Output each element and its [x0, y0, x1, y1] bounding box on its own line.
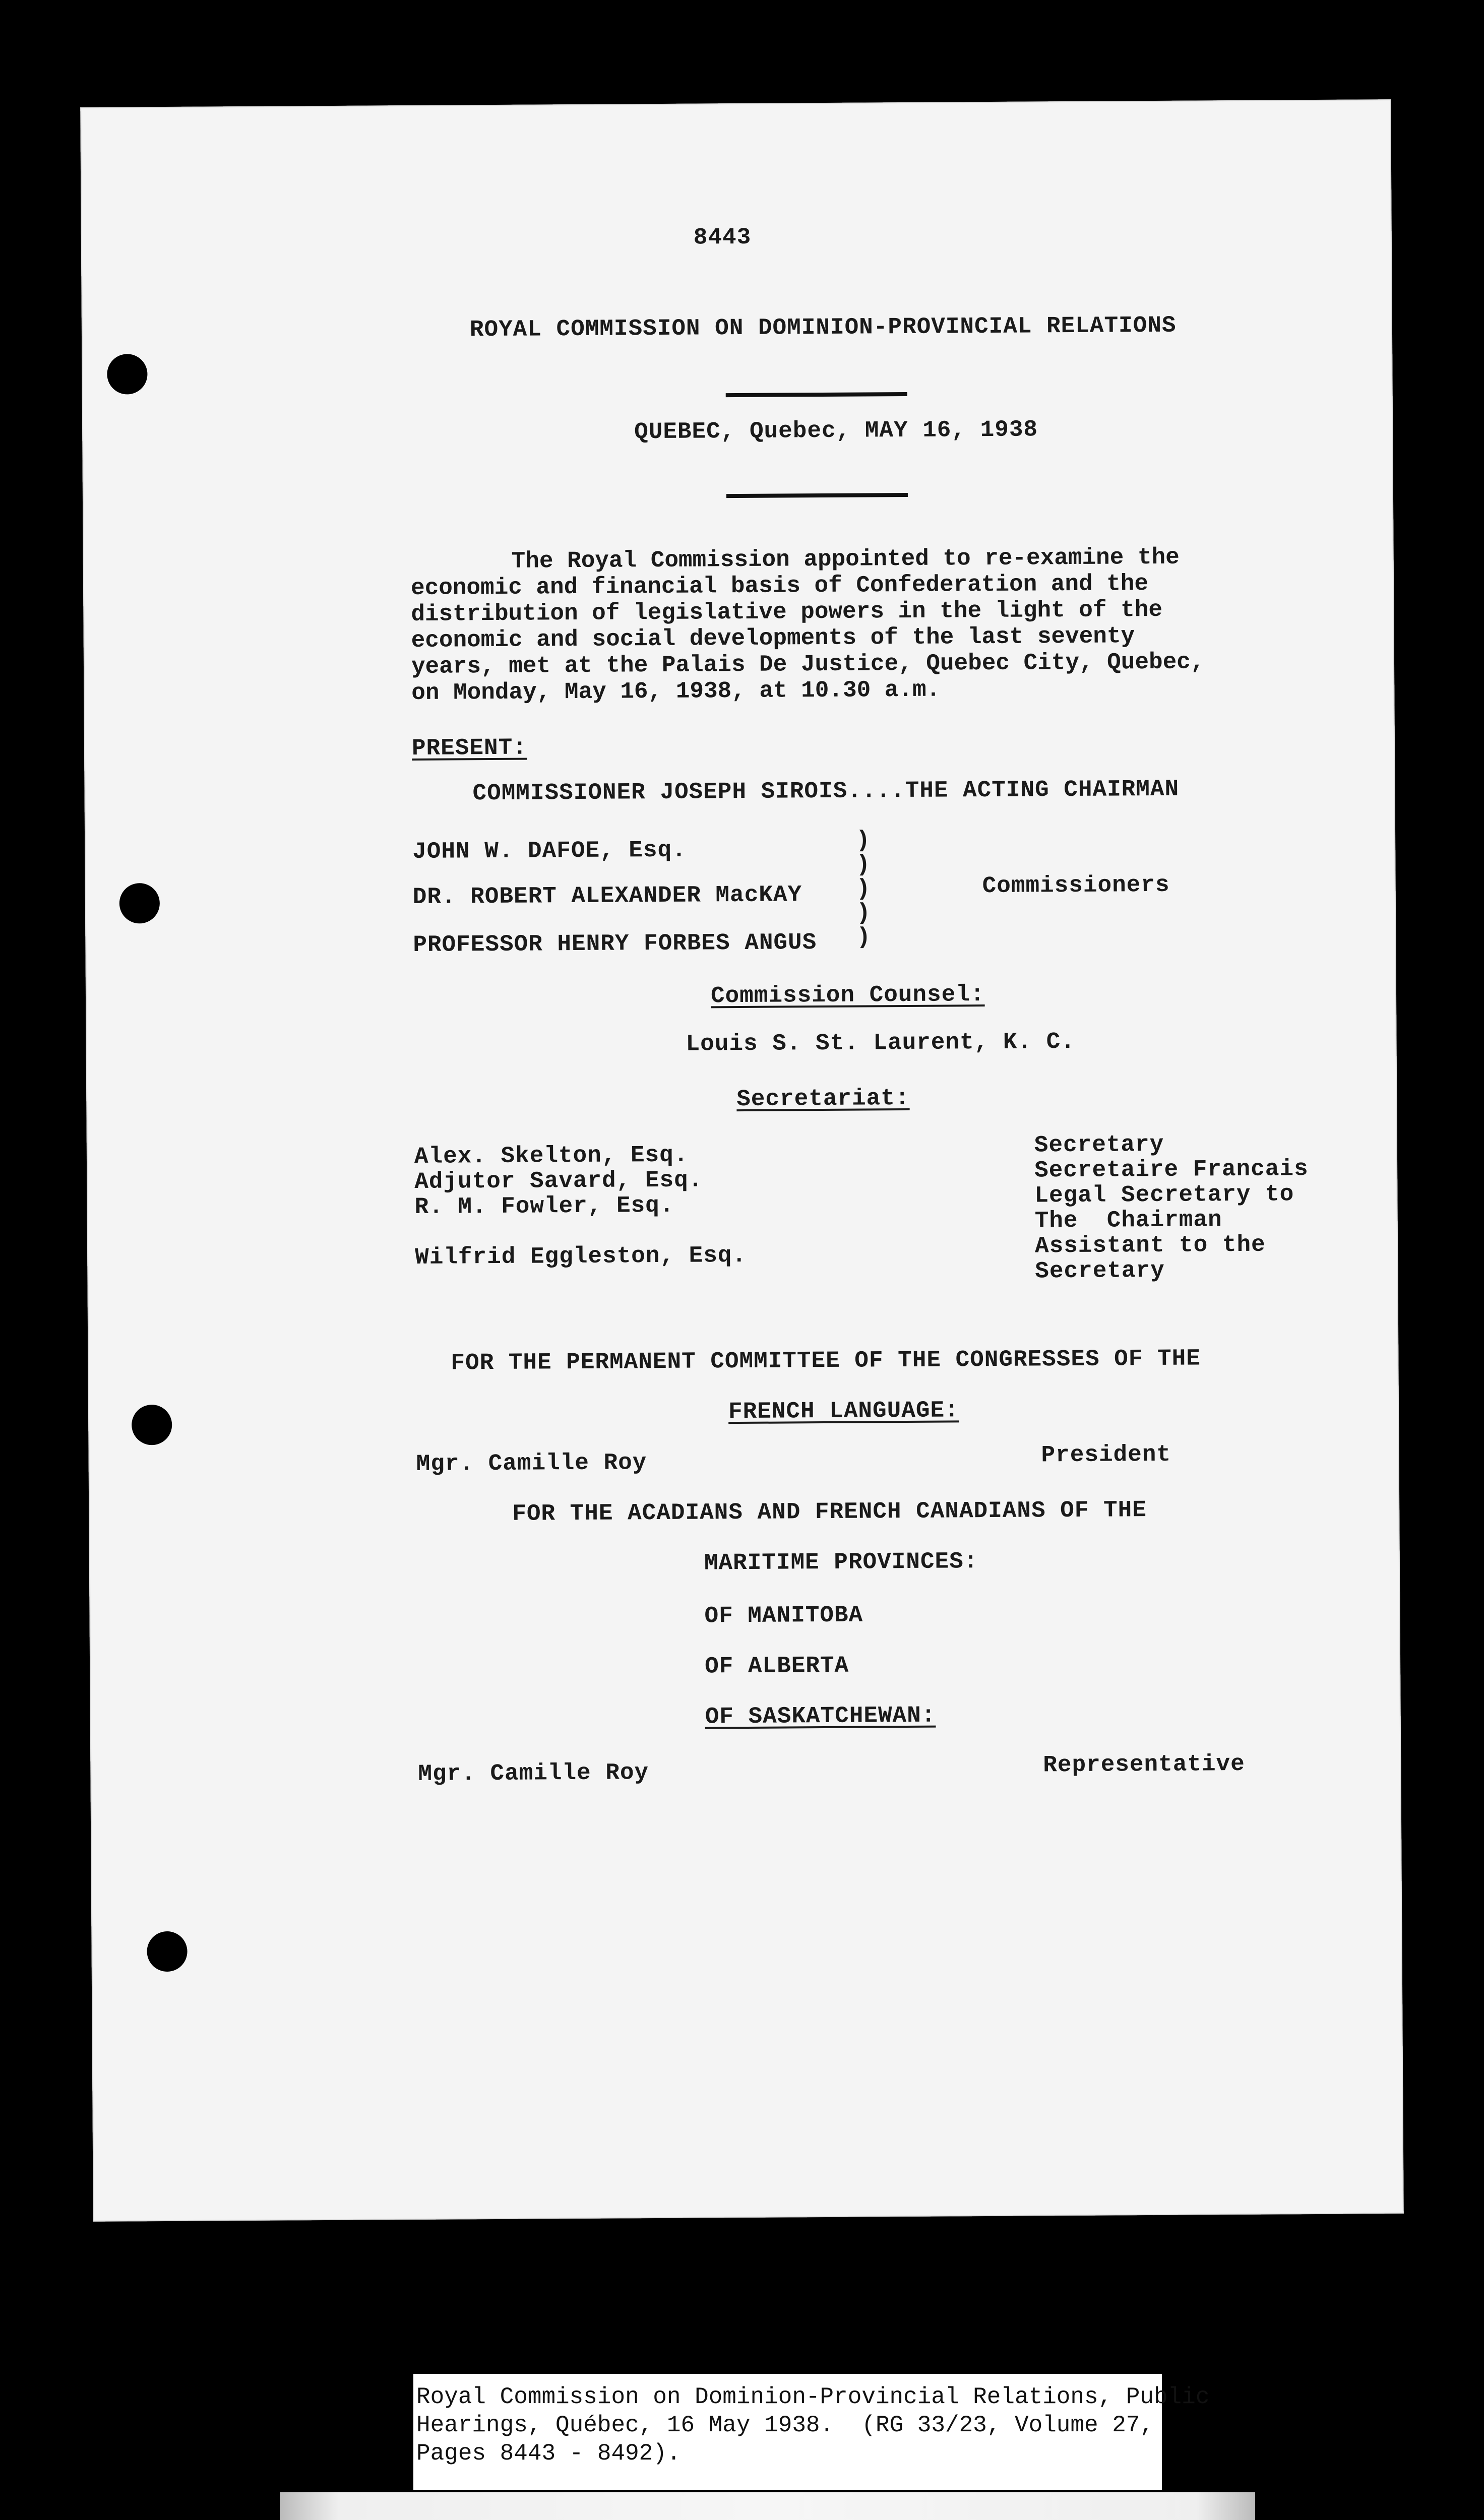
acadians-heading: FOR THE ACADIANS AND FRENCH CANADIANS OF THE [512, 1497, 1147, 1527]
commissioner-name: JOHN W. DAFOE, Esq. [412, 837, 687, 865]
divider [726, 392, 907, 397]
counsel-name: Louis S. St. Laurent, K. C. [686, 1028, 1076, 1057]
dateline: QUEBEC, Quebec, MAY 16, 1938 [634, 416, 1038, 446]
punch-hole [107, 354, 147, 394]
intro-line: economic and financial basis of Confederation and the [410, 571, 1149, 601]
secretariat-role: The Chairman [1034, 1207, 1222, 1234]
acting-chairman: COMMISSIONER JOSEPH SIROIS....THE ACTING CHAIRMAN [472, 776, 1180, 807]
intro-line: The Royal Commission appointed to re-examine the [511, 544, 1180, 575]
committee-heading: FOR THE PERMANENT COMMITTEE OF THE CONGRESSES OF THE [451, 1345, 1201, 1376]
secretariat-name: Wilfrid Eggleston, Esq. [415, 1242, 747, 1271]
secretariat-role: Assistant to the [1034, 1231, 1266, 1259]
present-heading: PRESENT: [411, 734, 527, 762]
archive-label-card [413, 2374, 1210, 2490]
secretariat-name: R. M. Fowler, Esq. [414, 1192, 674, 1220]
divider [726, 493, 908, 498]
label-line: Royal Commission on Dominion-Provincial Relations, Public [416, 2384, 1210, 2410]
province-line: OF MANITOBA [704, 1602, 863, 1629]
secretariat-role: Secretary [1034, 1131, 1164, 1159]
secretariat-role: Secretaire Francais [1034, 1156, 1309, 1184]
counsel-heading: Commission Counsel: [710, 981, 985, 1010]
committee-heading-language: FRENCH LANGUAGE: [728, 1397, 959, 1425]
label-line: Hearings, Québec, 16 May 1938. (RG 33/23, Volume 27, [416, 2412, 1154, 2438]
intro-line: years, met at the Palais De Justice, Quebec City, Quebec, [411, 649, 1205, 680]
intro-line: economic and social developments of the last seventy [411, 623, 1135, 654]
commissioner-name: PROFESSOR HENRY FORBES ANGUS [413, 929, 817, 958]
punch-hole [132, 1405, 172, 1445]
page-number: 8443 [693, 224, 752, 251]
secretariat-role: Secretary [1035, 1257, 1165, 1285]
secretariat-name: Adjutor Savard, Esq. [414, 1167, 703, 1195]
intro-paragraph [411, 544, 1269, 706]
province-line: MARITIME PROVINCES: [704, 1548, 978, 1577]
commissioners-label: Commissioners [982, 871, 1170, 900]
punch-hole [147, 1931, 187, 1972]
document-title: ROYAL COMMISSION ON DOMINION-PROVINCIAL RELATIONS [469, 312, 1177, 343]
punch-hole [119, 883, 160, 923]
representative-name: Mgr. Camille Roy [418, 1759, 649, 1787]
secretariat-role: Legal Secretary to [1034, 1181, 1294, 1209]
representative-name: Mgr. Camille Roy [416, 1450, 647, 1477]
document-page [80, 99, 1404, 2222]
commissioner-name: DR. ROBERT ALEXANDER MacKAY [412, 881, 802, 910]
secretariat-heading: Secretariat: [736, 1085, 910, 1113]
province-line: OF SASKATCHEWAN: [705, 1702, 936, 1730]
province-line: OF ALBERTA [704, 1652, 849, 1680]
secretariat-name: Alex. Skelton, Esq. [414, 1142, 689, 1170]
representative-role: Representative [1043, 1750, 1245, 1779]
archives-stamp [280, 2492, 1255, 2520]
bracket: ) ) ) ) ) [855, 827, 871, 951]
intro-line: distribution of legislative powers in the light of the [411, 596, 1163, 627]
representative-role: President [1041, 1441, 1171, 1469]
intro-line: on Monday, May 16, 1938, at 10.30 a.m. [411, 676, 941, 706]
label-line: Pages 8443 - 8492). [416, 2440, 681, 2467]
